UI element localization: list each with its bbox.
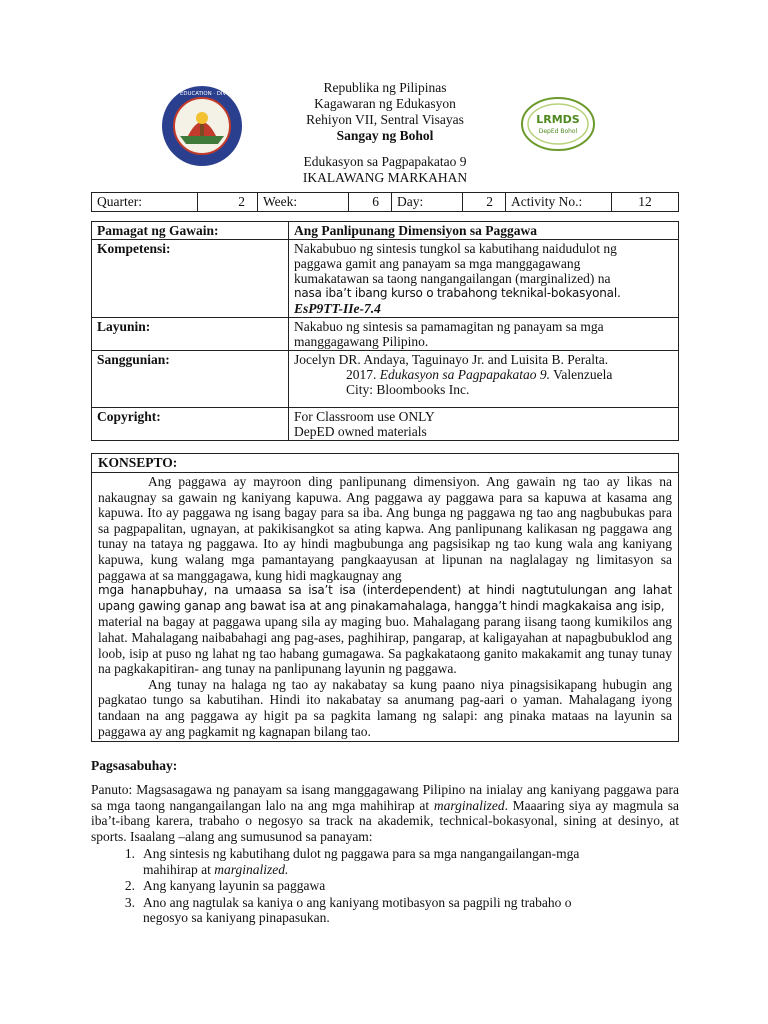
- layunin-text: Nakabuo ng sintesis sa pamamagitan ng panayam sa mga manggagawang Pilipino.: [289, 318, 679, 351]
- kompetensi-code: EsP9TT-IIe-7.4: [294, 301, 381, 316]
- copyright-label: Copyright:: [92, 408, 289, 441]
- quarter-table: [91, 192, 679, 212]
- title-value: Ang Panlipunang Dimensiyon sa Paggawa: [289, 222, 679, 240]
- week-label: Week:: [258, 193, 349, 212]
- list-item-text: Ang kanyang layunin sa paggawa: [143, 878, 326, 894]
- panuto-part-b: . Maaaring siya ay magmula sa iba’t-ibang karera, trabaho o negosyo sa track na akademik, technical-bokasyonal, sining at desinyo, at sports. Isaalang –alang ang sumusunod sa panayam:: [91, 797, 679, 844]
- konsepto-paragraph-1c: material na bagay at paggawa upang sila ay maging buo. Mahalagang parang iisang taong kumikilos ang lahat. Mahalagang naibabahagi ang pag-ases, paghihirap, pangarap, at kaligayahan at napagbubuklod ang loob, isip at puso ng lahat ng tao habang gumagawa. Sa pagkakataong ganito makakamit ang tunay tunay na pagkakapitiran- ang tunay na panlipunang layunin ng paggawa.: [98, 614, 672, 677]
- list-item: [91, 846, 679, 877]
- region-line: Rehiyon VII, Sentral Visayas: [306, 112, 464, 127]
- konsepto-paragraph-2: Ang tunay na halaga ng tao ay nakabatay sa kung paano niya pinagsisikapang hubugin ang pagkatao tungo sa kabutihan. Hindi ito nakabatay sa anumang pag-aari o yaman. Mahalagang iyong tandaan na ang paggawa ay higit pa sa pagkita lamang ng salapi: ang pinaka mataas na layunin sa paggawa ay ang pagkamit ng kagnapan bilang tao.: [98, 676, 672, 739]
- list-item-text: [143, 846, 679, 877]
- kompetensi-label: Kompetensi:: [92, 240, 289, 318]
- agency-header: [250, 80, 520, 144]
- subject-header: [250, 154, 520, 186]
- list-item-text-main: Ang sintesis ng kabutihang dulot ng paggawa para sa mga nangangailangan-mga mahihirap at: [143, 846, 580, 877]
- list-item-number: 1.: [124, 846, 135, 861]
- sanggunian-year: 2017.: [346, 367, 380, 382]
- week-value: 6: [349, 193, 392, 212]
- konsepto-head-row: [92, 454, 679, 473]
- list-item-text-italic: marginalized.: [214, 861, 289, 877]
- subject-title: Edukasyon sa Pagpapakatao 9: [303, 154, 467, 169]
- division-line: Sangay ng Bohol: [336, 128, 434, 143]
- panuto-part-a: Panuto: Magsasagawa ng panayam sa isang manggagawang Pilipino na inialay ang kaniyang paggawa para sa mga taong nangangailangan lalo na ang mga mahihirap at: [91, 782, 679, 813]
- sanggunian-publisher: City: Bloombooks Inc.: [346, 382, 470, 397]
- activity-info-table: [91, 221, 679, 441]
- kompetensi-cell: [289, 240, 679, 318]
- day-label: Day:: [392, 193, 463, 212]
- activity-value: 12: [612, 193, 679, 212]
- activity-label: Activity No.:: [506, 193, 612, 212]
- sanggunian-cell: [289, 351, 679, 408]
- copyright-line-2: DepED owned materials: [294, 424, 427, 439]
- copyright-cell: [289, 408, 679, 441]
- pagsasabuhay-title: Pagsasabuhay:: [91, 758, 178, 773]
- info-row-title: [92, 222, 679, 240]
- deped-bohol-seal-icon: [132, 84, 272, 168]
- lrmds-logo-icon: [518, 94, 598, 152]
- info-row-copyright: [92, 408, 679, 441]
- konsepto-box: [91, 453, 679, 742]
- kompetensi-text-2: nasa iba’t ibang kurso o trabahong teknikal-bokasyonal.: [294, 286, 621, 300]
- sanggunian-city: Valenzuela: [549, 367, 613, 382]
- panuto-italic: marginalized: [433, 797, 505, 813]
- quarter-row: [92, 193, 679, 212]
- quarter-title: IKALAWANG MARKAHAN: [302, 170, 468, 185]
- sanggunian-label: Sanggunian:: [92, 351, 289, 408]
- info-row-sanggunian: [92, 351, 679, 408]
- republic-line: Republika ng Pilipinas: [323, 80, 447, 95]
- sanggunian-book: Edukasyon sa Pagpapakatao 9.: [379, 367, 550, 382]
- lrmds-text: LRMDS: [536, 113, 580, 126]
- copyright-line-1: For Classroom use ONLY: [294, 409, 435, 424]
- list-item: [91, 878, 679, 894]
- quarter-value: 2: [198, 193, 258, 212]
- sanggunian-book-line: [294, 367, 673, 382]
- panuto-text: [91, 782, 679, 844]
- title-label: Pamagat ng Gawain:: [92, 222, 289, 240]
- department-line: Kagawaran ng Edukasyon: [314, 96, 456, 111]
- konsepto-paragraph-1b: mga hanapbuhay, na umaasa sa isa’t isa (interdependent) at hindi nagtutulungan ang lahat upang gawing ganap ang bawat isa at ang pinakamahalaga, hangga’t hindi magkakaisa ang isip,: [98, 583, 672, 613]
- kompetensi-text: Nakabubuo ng sintesis tungkol sa kabutihang naidudulot ng paggawa gamit ang panayam sa mga manggagawang kumakatawan sa taong nangangailangan (marginalized) na: [294, 241, 617, 286]
- konsepto-label: KONSEPTO:: [92, 454, 679, 473]
- list-item-text: Ano ang nagtulak sa kaniya o ang kaniyang motibasyon sa pagpili ng trabaho o negosyo sa kaniyang pinapasukan.: [143, 894, 572, 926]
- sanggunian-authors: Jocelyn DR. Andaya, Taguinayo Jr. and Luisita B. Peralta.: [294, 352, 609, 367]
- day-value: 2: [463, 193, 506, 212]
- quarter-label: Quarter:: [92, 193, 198, 212]
- list-item-number: 3.: [124, 894, 135, 910]
- konsepto-body: [92, 473, 679, 742]
- seal-left-caption: DEPARTMENT OF EDUCATION · DIVISION OF BOHOL: [132, 91, 272, 97]
- konsepto-paragraph-1a: Ang paggawa ay mayroon ding panlipunang dimensiyon. Ang gawain ng tao ay likas na nakaugnay sa gawain ng kaniyang kapuwa. Ang paggawa ay paggawa para sa kapuwa at kasama ang kapuwa. Ito ay paggawa ng isang bagay para sa iba. Ang bunga ng paggawa ng tao ang nagbubukas para sa pagpapalitan, ugnayan, at pakikisangkot sa ating kapwa. Ang panlipunang kalikasan ng paggawa ang tunay na tataya ng paggawa. Ito ay hindi magbubunga ang pagsisikap ng tao kung wala ang kaniyang kapuwa, kung walang mga pamantayang pangkaayusan at lipunan na naglalagay ng limitasyon sa paggawa at sa manggagawa, kung hidi magkaugnay ang: [98, 474, 672, 583]
- interview-guide-list: [91, 846, 679, 927]
- layunin-label: Layunin:: [92, 318, 289, 351]
- list-item-number: 2.: [124, 878, 135, 894]
- konsepto-body-row: [92, 473, 679, 742]
- lrmds-sub-text: DepEd Bohol: [538, 128, 578, 135]
- info-row-kompetensi: [92, 240, 679, 318]
- info-row-layunin: [92, 318, 679, 351]
- list-item: [91, 895, 679, 926]
